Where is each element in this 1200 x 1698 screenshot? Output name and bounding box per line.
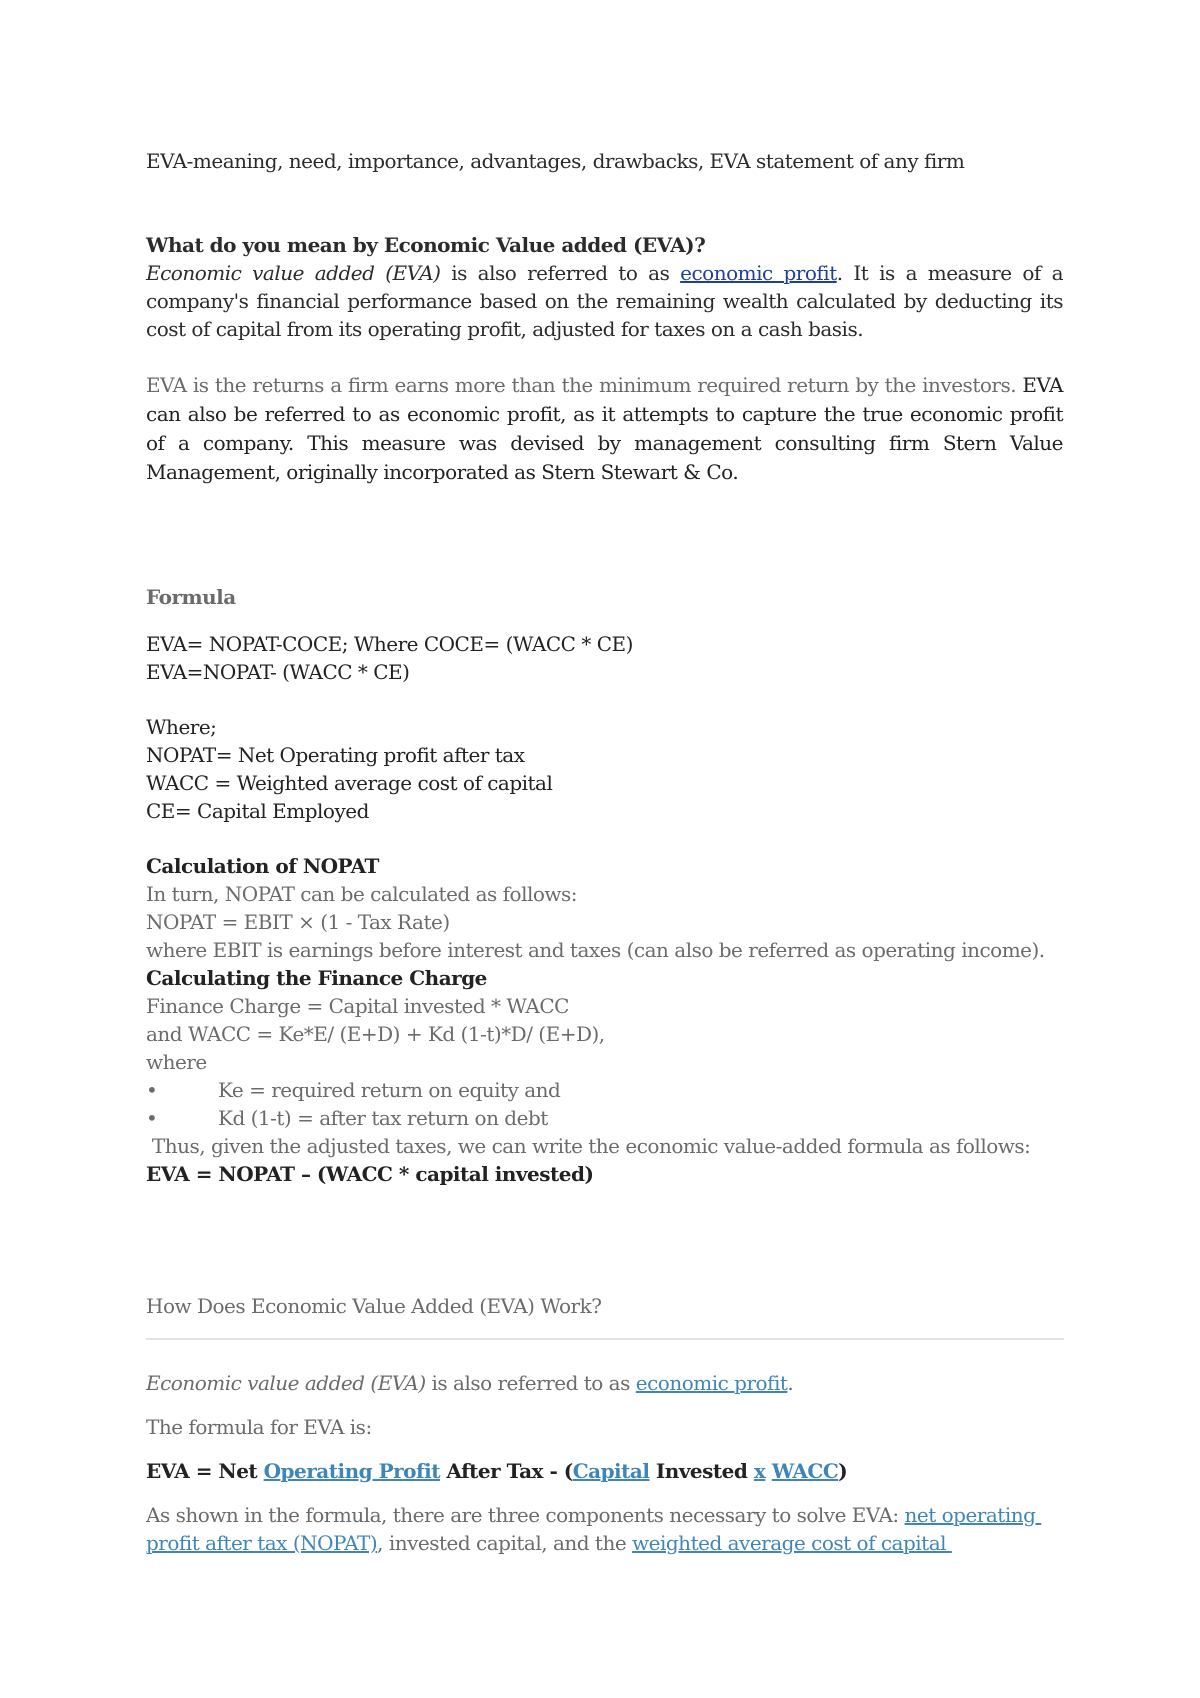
- bullet-ke: • Ke = required return on equity and: [146, 1078, 561, 1102]
- nopat-line-3: where EBIT is earnings before interest and taxes (can also be referred as operating income).: [146, 938, 1045, 962]
- nopat-link-cont[interactable]: profit after tax (NOPAT): [146, 1531, 378, 1555]
- eva-bold-formula: EVA = NOPAT – (WACC * capital invested): [146, 1162, 594, 1186]
- bullet-kd: • Kd (1-t) = after tax return on debt: [146, 1106, 548, 1130]
- wacc-link[interactable]: WACC: [771, 1459, 839, 1483]
- formula-heading: Formula: [146, 585, 236, 609]
- section-divider: [146, 1338, 1064, 1340]
- eva-returns-paragraph: EVA is the returns a firm earns more than the minimum required return by the investors. EVA can also be referred to as economic profit, as it attempts to capture the true economic profit of a company. This measure was devised by management consulting firm Stern Value Management, originally incorporated as Stern Stewart & Co.: [146, 373, 1063, 484]
- formula-line-2: EVA=NOPAT- (WACC * CE): [146, 660, 410, 684]
- wacc-full-link[interactable]: weighted average cost of capital: [632, 1531, 952, 1555]
- eva-term-2: Economic value added (EVA): [146, 1371, 426, 1395]
- nopat-link[interactable]: net operating: [904, 1503, 1042, 1527]
- definition-nopat: NOPAT= Net Operating profit after tax: [146, 743, 525, 767]
- nopat-line-1: In turn, NOPAT can be calculated as follows:: [146, 882, 578, 906]
- finance-charge-heading: Calculating the Finance Charge: [146, 966, 487, 990]
- capital-link[interactable]: Capital: [572, 1459, 650, 1483]
- operating-profit-link[interactable]: Operating Profit: [263, 1459, 440, 1483]
- definition-ce: CE= Capital Employed: [146, 799, 369, 823]
- economic-profit-link[interactable]: economic profit: [680, 261, 837, 285]
- where-label: Where;: [146, 715, 217, 739]
- how-intro: Economic value added (EVA) is also referred to as economic profit.: [146, 1371, 794, 1395]
- x-link[interactable]: x: [753, 1459, 766, 1483]
- nopat-line-2: NOPAT = EBIT × (1 - Tax Rate): [146, 910, 450, 934]
- finance-where: where: [146, 1050, 207, 1074]
- nopat-heading: Calculation of NOPAT: [146, 854, 379, 878]
- finance-line-1: Finance Charge = Capital invested * WACC: [146, 994, 569, 1018]
- eva-full-formula: EVA = Net Operating Profit After Tax - (Capital Invested x WACC): [146, 1459, 848, 1483]
- title-line: EVA-meaning, need, importance, advantages, drawbacks, EVA statement of any firm: [146, 149, 965, 173]
- components-line-1: As shown in the formula, there are three components necessary to solve EVA: net operating: [146, 1503, 1042, 1527]
- economic-profit-link-2[interactable]: economic profit: [635, 1371, 788, 1395]
- formula-line-1: EVA= NOPAT-COCE; Where COCE= (WACC * CE): [146, 632, 633, 656]
- eva-term: Economic value added (EVA): [146, 261, 441, 285]
- question-heading: What do you mean by Economic Value added (EVA)?: [146, 233, 706, 257]
- definition-wacc: WACC = Weighted average cost of capital: [146, 771, 553, 795]
- how-heading: How Does Economic Value Added (EVA) Work?: [146, 1294, 602, 1318]
- intro-paragraph: Economic value added (EVA) is also referred to as economic profit. It is a measure of a company's financial performance based on the remaining wealth calculated by deducting its cost of capital from its operating profit, adjusted for taxes on a cash basis.: [146, 261, 1063, 341]
- finance-line-2: and WACC = Ke*E/ (E+D) + Kd (1-t)*D/ (E+D),: [146, 1022, 605, 1046]
- formula-for-line: The formula for EVA is:: [146, 1415, 372, 1439]
- thus-line: Thus, given the adjusted taxes, we can write the economic value-added formula as follows:: [146, 1134, 1031, 1158]
- components-line-2: profit after tax (NOPAT), invested capital, and the weighted average cost of capital: [146, 1531, 952, 1555]
